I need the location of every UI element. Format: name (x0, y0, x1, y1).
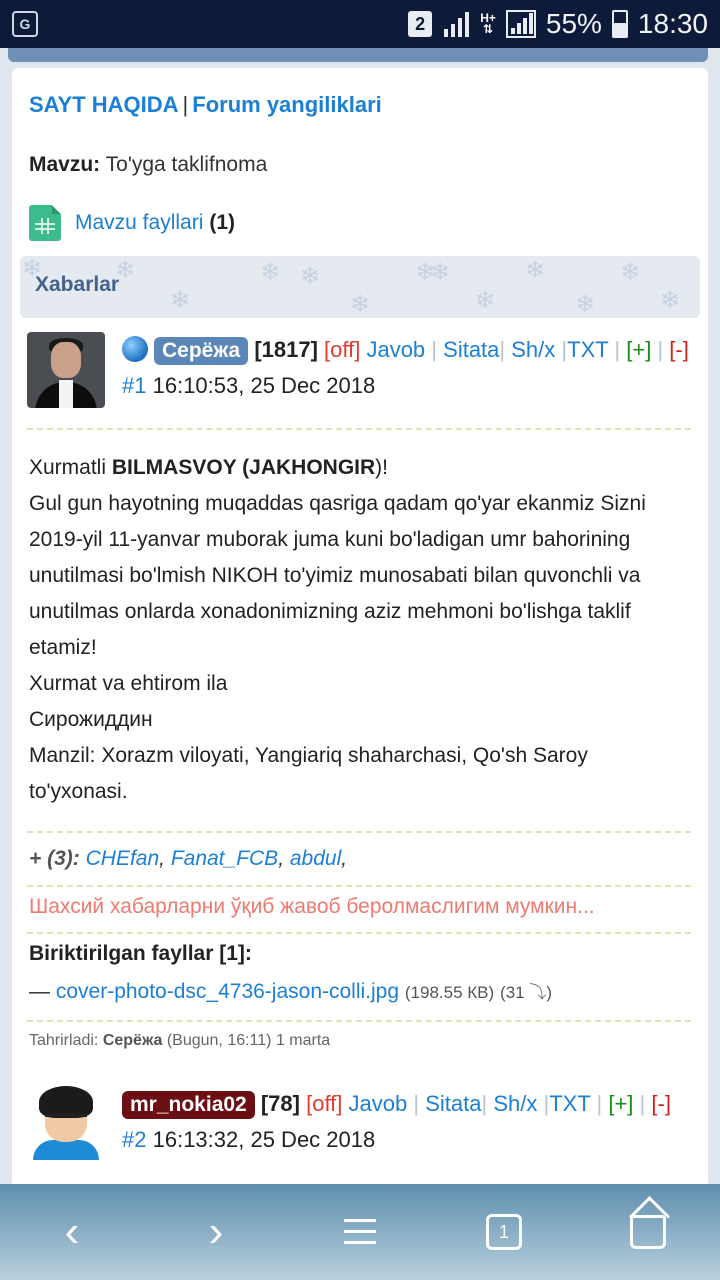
messages-header-title: Xabarlar (35, 273, 120, 296)
battery-percent: 55% (545, 8, 602, 39)
divider (27, 932, 691, 934)
signal-icon (442, 11, 470, 37)
status-bar (0, 0, 720, 48)
topic-label: Mavzu: (29, 153, 101, 176)
liker-link[interactable]: Fanat_FCB (170, 847, 279, 870)
attachment-size: (198.55 КB) (404, 983, 495, 1002)
liker-link[interactable]: CHEfan (85, 847, 160, 870)
post-meta-line1: Серёжа [1817] [off] Javob | Sitata| Sh/x |TXT | [+] | [-] (122, 332, 689, 368)
chevron-right-icon: › (208, 1207, 224, 1256)
home-button[interactable] (618, 1202, 678, 1262)
clock: 18:30 (637, 8, 708, 39)
quote-link[interactable]: Sitata (443, 337, 500, 362)
post-time: 16:13:32, 25 Dec 2018 (152, 1127, 376, 1152)
post-number-link[interactable]: #2 (122, 1127, 147, 1152)
menu-button[interactable] (330, 1202, 390, 1262)
txt-link[interactable]: TXT (567, 337, 609, 362)
spreadsheet-icon (29, 205, 61, 241)
online-globe-icon (122, 336, 148, 362)
user-nick[interactable]: mr_nokia02 (122, 1091, 255, 1119)
quote-link[interactable]: Sitata (425, 1091, 482, 1116)
private-message-link[interactable]: Sh/x (493, 1091, 538, 1116)
topic-files-link[interactable]: Mavzu fayllari (75, 211, 204, 234)
post-body (29, 450, 689, 810)
post-time: 16:10:53, 25 Dec 2018 (152, 373, 376, 398)
forum-card (12, 68, 708, 1188)
home-icon (630, 1215, 666, 1249)
plus-rating-link[interactable]: [+] (626, 337, 652, 362)
battery-icon (612, 10, 628, 38)
attachment-downloads: (31 ⤵) (500, 983, 552, 1002)
attachment-row (29, 978, 552, 1004)
plus-rating-link[interactable]: [+] (608, 1091, 634, 1116)
edited-label: Tahrirladi: (29, 1032, 99, 1049)
divider (27, 831, 691, 833)
header-strip (0, 48, 720, 66)
likes-label: + (3): (29, 847, 80, 870)
reply-link[interactable]: Javob (366, 337, 426, 362)
edited-note (29, 1032, 330, 1050)
minus-rating-link[interactable]: [-] (669, 337, 689, 362)
menu-icon (344, 1219, 376, 1245)
topic-files-row (29, 205, 235, 241)
likes-row: + (3): CHEfan, Fanat_FCB, abdul, (29, 847, 348, 870)
body-address: Manzil: Xorazm viloyati, Yangiariq shaharchasi, Qo'sh Saroy to'yxonasi. (29, 744, 588, 803)
txt-link[interactable]: TXT (549, 1091, 591, 1116)
minus-rating-link[interactable]: [-] (651, 1091, 671, 1116)
translate-icon: G (12, 11, 38, 37)
back-button[interactable] (42, 1202, 102, 1262)
greeting-prefix: Xurmatli (29, 456, 112, 479)
chevron-left-icon: ‹ (64, 1207, 80, 1256)
topic-files-count: (1) (209, 211, 236, 234)
breadcrumb (29, 92, 382, 118)
post-count: [78] (260, 1091, 300, 1116)
topic-line (29, 153, 267, 177)
user-signature: Шахсий хабарларни ўқиб жавоб беролмаслигим мумкин... (29, 895, 595, 918)
edited-by: Серёжа (102, 1032, 163, 1049)
user-avatar[interactable] (27, 332, 105, 408)
breadcrumb-separator: | (182, 92, 189, 117)
tabs-icon: 1 (486, 1214, 522, 1250)
browser-bottom-nav (0, 1184, 720, 1280)
network-type: H+ ⇅ (480, 11, 496, 36)
divider (27, 1020, 691, 1022)
attachment-dash: — (29, 980, 50, 1003)
greeting-name: BILMASVOY (JAKHONGIR (111, 456, 376, 479)
post-meta-line2 (122, 1122, 375, 1158)
sim-slot-badge: 2 (408, 11, 432, 37)
body-line: Xurmat va ehtirom ila (29, 672, 228, 695)
body-paragraph: Gul gun hayotning muqaddas qasriga qadam qo'yar ekanmiz Sizni 2019-yil 11-yanvar muborak juma kuni bo'ladigan umr bahorining unutilmasi bo'lmish NIKOH to'yimiz munosabati bilan quvonchli va unutilmas onlarda xonadonimizning aziz mehmoni bo'lishga taklif etamiz! (29, 492, 646, 659)
tabs-button[interactable] (474, 1202, 534, 1262)
messages-section-header: ❄ ❄ ❄ ❄ ❄ ❄ ❄ ❄ ❄ ❄ ❄ ❄ ❄ Xabarlar (20, 256, 700, 318)
post-meta-line2 (122, 368, 375, 404)
breadcrumb-forum-news-link[interactable]: Forum yangiliklari (192, 92, 382, 117)
user-avatar[interactable] (27, 1084, 105, 1160)
forward-button[interactable] (186, 1202, 246, 1262)
reply-link[interactable]: Javob (348, 1091, 408, 1116)
body-line: Сирожиддин (29, 708, 153, 731)
topic-title: To'yga taklifnoma (105, 153, 268, 176)
user-nick[interactable]: Серёжа (154, 337, 248, 365)
attachments-header: Biriktirilgan fayllar [1]: (29, 942, 252, 965)
liker-link[interactable]: abdul (289, 847, 342, 870)
post-count: [1817] (254, 337, 318, 362)
private-message-link[interactable]: Sh/x (511, 337, 556, 362)
attachment-file-link[interactable]: cover-photo-dsc_4736-jason-colli.jpg (55, 980, 400, 1003)
post-number-link[interactable]: #1 (122, 373, 147, 398)
offline-status: [off] (306, 1091, 343, 1116)
divider (27, 885, 691, 887)
breadcrumb-about-link[interactable]: SAYT HAQIDA (29, 92, 179, 117)
edited-when: (Bugun, 16:11) 1 marta (166, 1032, 331, 1049)
offline-status: [off] (324, 337, 361, 362)
divider (27, 428, 691, 430)
signal-box-icon (506, 10, 536, 38)
greeting-suffix: )! (375, 456, 388, 479)
post-meta-line1: mr_nokia02 [78] [off] Javob | Sitata| Sh/x |TXT | [+] | [-] (122, 1086, 671, 1122)
